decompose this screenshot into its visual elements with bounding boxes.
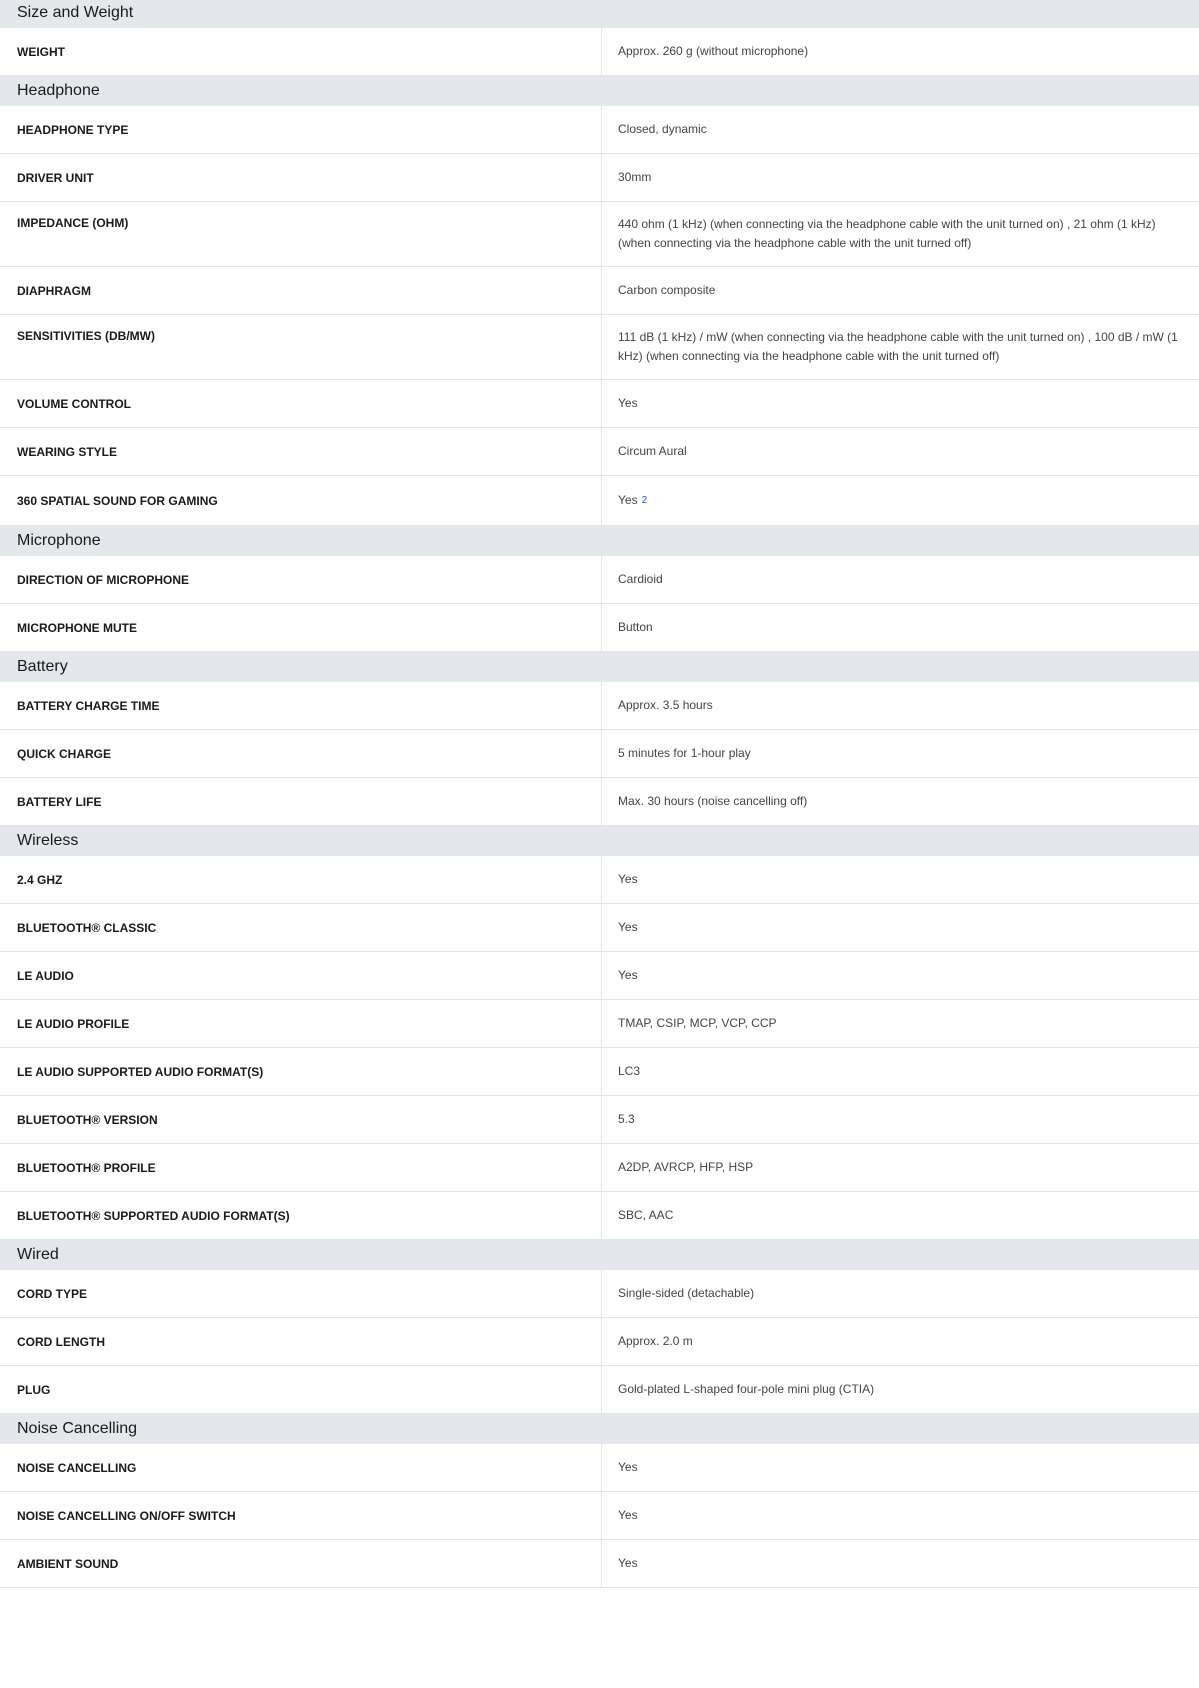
spec-row xyxy=(0,1318,1199,1366)
spec-row xyxy=(0,730,1199,778)
spec-value-text: Yes xyxy=(618,968,638,982)
spec-label: BATTERY CHARGE TIME xyxy=(17,698,160,713)
spec-value xyxy=(601,1192,1199,1239)
spec-value xyxy=(601,952,1199,999)
spec-value xyxy=(601,904,1199,951)
spec-label: LE AUDIO PROFILE xyxy=(17,1016,130,1031)
spec-row xyxy=(0,428,1199,476)
spec-label: WEIGHT xyxy=(17,44,65,59)
spec-label: CORD TYPE xyxy=(17,1286,88,1301)
spec-value-text: Carbon composite xyxy=(618,283,716,297)
spec-row xyxy=(0,1444,1199,1492)
spec-value-text: 440 ohm (1 kHz) (when connecting via the headphone cable with the unit turned on) , 21 ohm (1 kHz) (when connecting via the headphone cable with the unit turned off) xyxy=(618,217,1156,250)
section-header: Headphone xyxy=(0,76,1199,106)
spec-row xyxy=(0,154,1199,202)
spec-value-text: SBC, AAC xyxy=(618,1208,674,1222)
spec-row xyxy=(0,1540,1199,1588)
spec-label: DIAPHRAGM xyxy=(17,283,91,298)
spec-value xyxy=(601,315,1199,379)
spec-value xyxy=(601,428,1199,475)
spec-label: QUICK CHARGE xyxy=(17,746,112,761)
spec-value-text: Closed, dynamic xyxy=(618,122,707,136)
spec-value-text: Yes xyxy=(618,1556,638,1570)
spec-row xyxy=(0,952,1199,1000)
spec-value-text: Single-sided (detachable) xyxy=(618,1286,755,1300)
spec-label: PLUG xyxy=(17,1382,51,1397)
spec-value-text: 30mm xyxy=(618,170,652,184)
spec-value-text: 5 minutes for 1-hour play xyxy=(618,746,751,760)
spec-value-text: Circum Aural xyxy=(618,444,687,458)
spec-value-text: A2DP, AVRCP, HFP, HSP xyxy=(618,1160,754,1174)
spec-label: HEADPHONE TYPE xyxy=(17,122,129,137)
spec-value xyxy=(601,1048,1199,1095)
spec-row xyxy=(0,556,1199,604)
spec-value xyxy=(601,1270,1199,1317)
spec-value xyxy=(601,1096,1199,1143)
spec-value xyxy=(601,154,1199,201)
spec-value xyxy=(601,730,1199,777)
spec-value-text: Cardioid xyxy=(618,572,663,586)
spec-label: 360 SPATIAL SOUND FOR GAMING xyxy=(17,493,218,508)
spec-label: LE AUDIO xyxy=(17,968,74,983)
spec-label: NOISE CANCELLING ON/OFF SWITCH xyxy=(17,1508,236,1523)
spec-row xyxy=(0,28,1199,76)
spec-value xyxy=(601,778,1199,825)
spec-value-text: Approx. 2.0 m xyxy=(618,1334,693,1348)
spec-value xyxy=(601,1444,1199,1491)
spec-row xyxy=(0,1192,1199,1240)
spec-label: IMPEDANCE (OHM) xyxy=(17,216,129,230)
spec-value-text: Approx. 260 g (without microphone) xyxy=(618,44,809,58)
section-header: Size and Weight xyxy=(0,0,1199,28)
spec-label: NOISE CANCELLING xyxy=(17,1460,137,1475)
spec-row xyxy=(0,1000,1199,1048)
spec-row xyxy=(0,778,1199,826)
spec-label: BLUETOOTH® PROFILE xyxy=(17,1160,156,1175)
spec-value-text: Yes xyxy=(618,1508,638,1522)
spec-value xyxy=(601,856,1199,903)
spec-row xyxy=(0,106,1199,154)
spec-value xyxy=(601,1318,1199,1365)
spec-label: AMBIENT SOUND xyxy=(17,1556,119,1571)
spec-row xyxy=(0,476,1199,526)
spec-label: VOLUME CONTROL xyxy=(17,396,131,411)
spec-label: LE AUDIO SUPPORTED AUDIO FORMAT(S) xyxy=(17,1064,264,1079)
spec-value xyxy=(601,604,1199,651)
section-header: Wireless xyxy=(0,826,1199,856)
spec-row xyxy=(0,1096,1199,1144)
section-header: Wired xyxy=(0,1240,1199,1270)
spec-value xyxy=(601,1000,1199,1047)
spec-value xyxy=(601,106,1199,153)
spec-value-text: Yes xyxy=(618,396,638,410)
spec-value xyxy=(601,1540,1199,1587)
spec-label: MICROPHONE MUTE xyxy=(17,620,137,635)
spec-label: WEARING STYLE xyxy=(17,444,118,459)
spec-value-text: Yes xyxy=(618,493,638,507)
spec-row xyxy=(0,1366,1199,1414)
spec-value-text: Max. 30 hours (noise cancelling off) xyxy=(618,794,808,808)
spec-value xyxy=(601,1366,1199,1413)
spec-label: BLUETOOTH® VERSION xyxy=(17,1112,158,1127)
spec-value-text: LC3 xyxy=(618,1064,641,1078)
spec-row xyxy=(0,202,1199,267)
spec-label: BATTERY LIFE xyxy=(17,794,102,809)
spec-label: SENSITIVITIES (DB/MW) xyxy=(17,329,155,343)
spec-label: DRIVER UNIT xyxy=(17,170,94,185)
spec-value xyxy=(601,202,1199,266)
spec-label: DIRECTION OF MICROPHONE xyxy=(17,572,190,587)
spec-row xyxy=(0,1144,1199,1192)
spec-label: BLUETOOTH® SUPPORTED AUDIO FORMAT(S) xyxy=(17,1208,290,1223)
spec-row xyxy=(0,380,1199,428)
spec-value xyxy=(601,267,1199,314)
spec-row xyxy=(0,1048,1199,1096)
spec-value-text: TMAP, CSIP, MCP, VCP, CCP xyxy=(618,1016,777,1030)
spec-value xyxy=(601,1144,1199,1191)
spec-value xyxy=(601,682,1199,729)
spec-row xyxy=(0,1270,1199,1318)
spec-value-text: 111 dB (1 kHz) / mW (when connecting via the headphone cable with the unit turned on) , 100 dB / mW (1 kHz) (when connecting via the headphone cable with the unit turned off) xyxy=(618,330,1178,363)
spec-value-text: Button xyxy=(618,620,653,634)
spec-row xyxy=(0,267,1199,315)
spec-value xyxy=(601,1492,1199,1539)
spec-row xyxy=(0,904,1199,952)
section-header: Noise Cancelling xyxy=(0,1414,1199,1444)
spec-value-text: 5.3 xyxy=(618,1112,635,1126)
section-header: Microphone xyxy=(0,526,1199,556)
spec-row xyxy=(0,604,1199,652)
spec-value xyxy=(601,380,1199,427)
spec-value-text: Gold-plated L-shaped four-pole mini plug (CTIA) xyxy=(618,1382,875,1396)
spec-label: BLUETOOTH® CLASSIC xyxy=(17,920,157,935)
spec-value-text: Yes xyxy=(618,872,638,886)
spec-value-text: Yes xyxy=(618,1460,638,1474)
spec-row xyxy=(0,682,1199,730)
spec-value xyxy=(601,556,1199,603)
spec-label: CORD LENGTH xyxy=(17,1334,105,1349)
spec-row xyxy=(0,1492,1199,1540)
spec-row xyxy=(0,315,1199,380)
spec-value-text: Yes xyxy=(618,920,638,934)
spec-value xyxy=(601,28,1199,75)
footnote-link[interactable]: 2 xyxy=(641,495,648,506)
spec-label: 2.4 GHZ xyxy=(17,872,63,887)
spec-value xyxy=(601,476,1199,525)
spec-value-text: Approx. 3.5 hours xyxy=(618,698,713,712)
spec-row xyxy=(0,856,1199,904)
section-header: Battery xyxy=(0,652,1199,682)
